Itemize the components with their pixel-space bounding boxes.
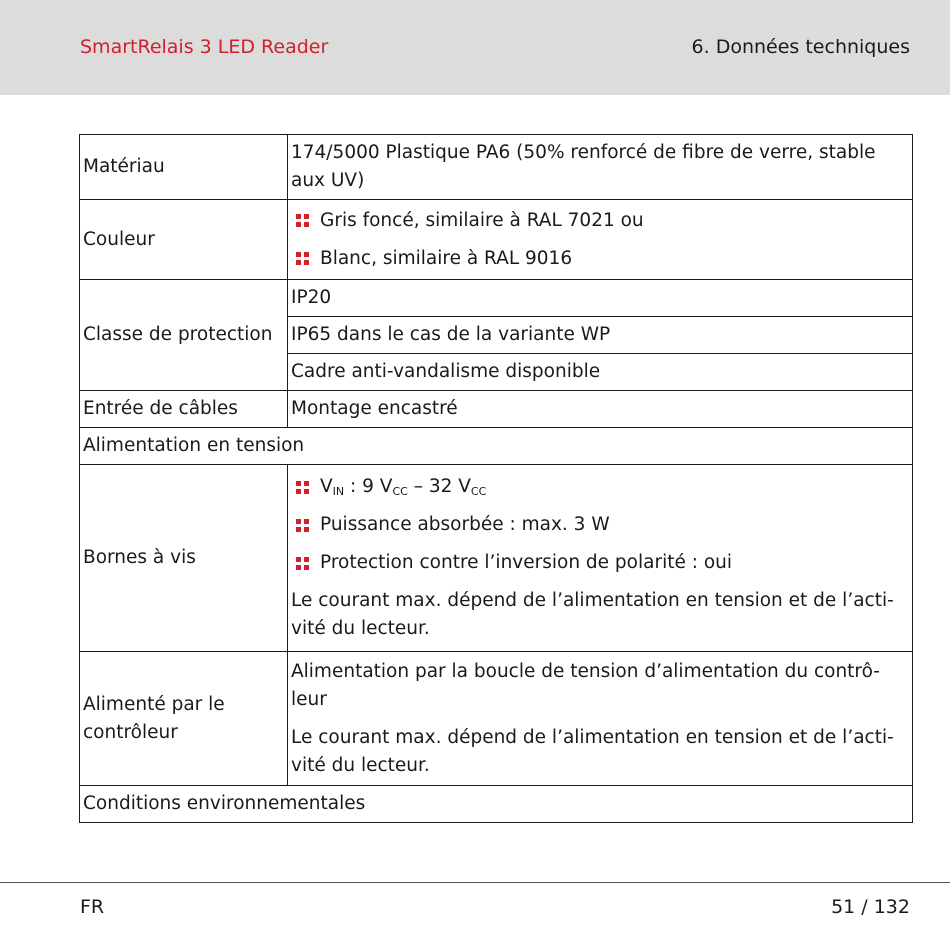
bullet-icon (296, 519, 309, 532)
list-item (291, 473, 909, 501)
footer-divider (0, 882, 950, 883)
bullet-icon (296, 252, 309, 265)
value-bornes (288, 465, 913, 652)
section-environnement: Conditions environnementales (80, 786, 913, 823)
label-cables: Entrée de câbles (80, 391, 288, 428)
list-item (291, 207, 909, 235)
bullet-icon (296, 481, 309, 494)
controleur-line: Alimentation par la boucle de tension d’alimentation du contrô-leur (291, 660, 880, 710)
label-controleur: Alimenté par le contrôleur (80, 652, 288, 786)
page-header (0, 0, 950, 95)
product-title: SmartRelais 3 LED Reader (80, 36, 329, 58)
value-protection-ip20: IP20 (288, 280, 913, 317)
voltage-range: $V_{IN}$ : 9 $V_{CC} - 32$ $V_{CC}$ (320, 476, 487, 498)
table-row (80, 786, 913, 823)
value-cables: Montage encastré (288, 391, 913, 428)
list-item-text: Blanc, similaire à RAL 9016 (320, 247, 573, 269)
value-protection-ip65: IP65 dans le cas de la variante WP (288, 317, 913, 354)
technical-data-table (79, 134, 913, 823)
value-controleur (288, 652, 913, 786)
label-materiau: Matériau (80, 135, 288, 200)
table-row (80, 391, 913, 428)
table-row (80, 200, 913, 280)
table-row (80, 428, 913, 465)
table-row (80, 465, 913, 652)
page-number: 51 / 132 (831, 896, 910, 918)
label-protection: Classe de protection (80, 280, 288, 391)
list-item-text: Puissance absorbée : max. 3 W (320, 514, 610, 535)
table-row (80, 135, 913, 200)
list-item-text: Protection contre l’inversion de polarité : oui (320, 552, 733, 573)
table-row (80, 652, 913, 786)
value-protection-cadre: Cadre anti-vandalisme disponible (288, 354, 913, 391)
bullet-icon (296, 214, 309, 227)
value-couleur (288, 200, 913, 280)
value-materiau: 174/5000 Plastique PA6 (50% renforcé de fibre de verre, stable aux UV) (288, 135, 913, 200)
bornes-note: Le courant max. dépend de l’alimentation en tension et de l’acti-vité du lecteur. (291, 590, 894, 639)
label-bornes: Bornes à vis (80, 465, 288, 652)
list-item (291, 511, 909, 539)
bullet-icon (296, 557, 309, 570)
table-row (80, 280, 913, 317)
label-couleur: Couleur (80, 200, 288, 280)
list-item (291, 549, 909, 577)
section-alimentation: Alimentation en tension (80, 428, 913, 465)
controleur-note: Le courant max. dépend de l’alimentation en tension et de l’acti-vité du lecteur. (291, 726, 894, 776)
chapter-title: 6. Données techniques (691, 36, 910, 58)
list-item (291, 245, 909, 273)
footer-language: FR (80, 896, 105, 918)
list-item-text: Gris foncé, similaire à RAL 7021 ou (320, 209, 644, 231)
